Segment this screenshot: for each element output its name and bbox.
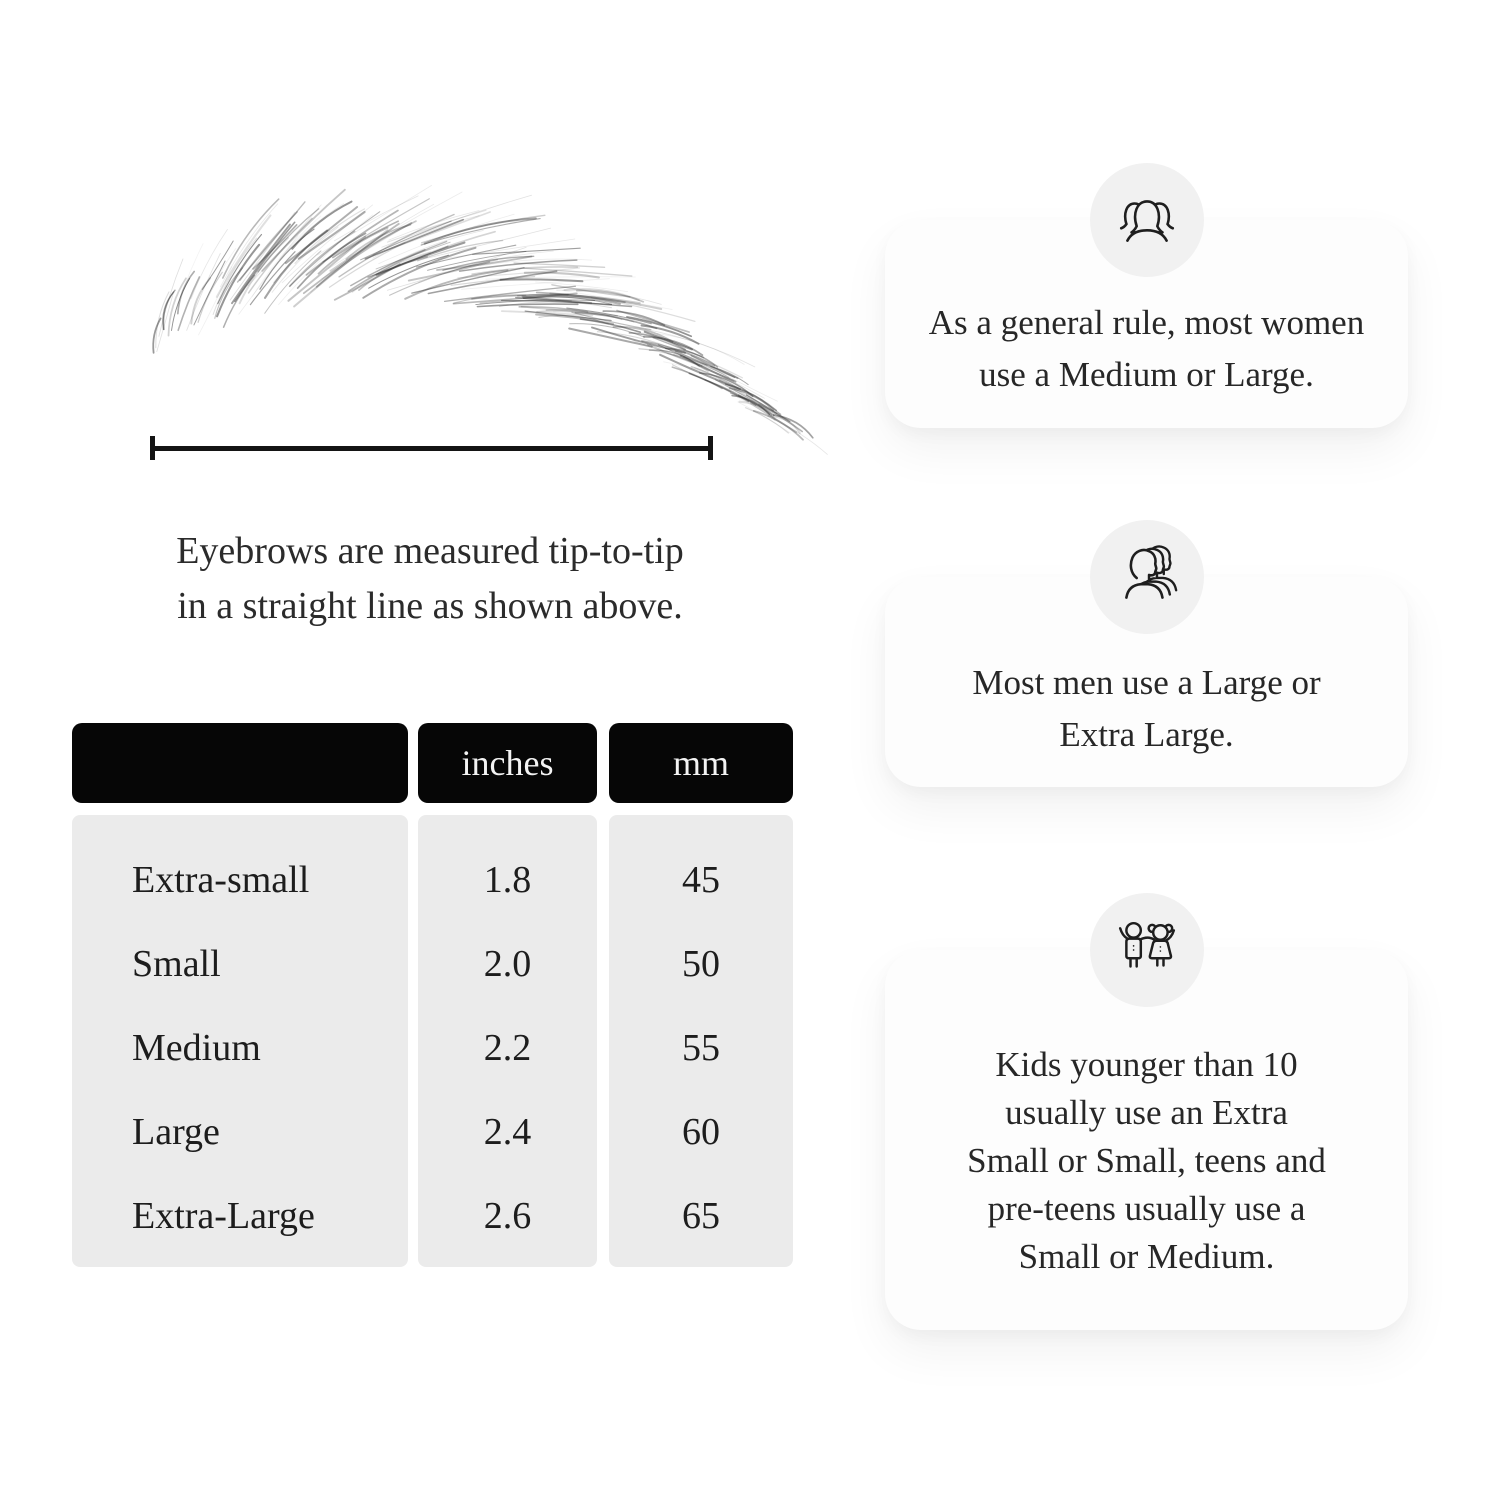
table-row-label: Extra-Large: [132, 1195, 315, 1237]
table-row-label: Small: [132, 943, 221, 985]
card-text-line: As a general rule, most women: [928, 303, 1365, 342]
kids-icon: [1090, 893, 1204, 1007]
card-kids: [885, 950, 1408, 1330]
card-text-line: Kids younger than 10: [995, 1045, 1298, 1084]
table-cell-inches: 1.8: [483, 859, 532, 901]
caption-line: in a straight line as shown above.: [177, 585, 683, 627]
table-column-mm: [609, 815, 793, 1267]
table-header-size: [72, 723, 408, 803]
table-cell-inches: 2.4: [483, 1111, 532, 1153]
measurement-right-tick: [708, 436, 713, 460]
card-men-text: [905, 657, 1388, 761]
caption-line: Eyebrows are measured tip-to-tip: [176, 530, 684, 572]
card-women-text: [905, 297, 1388, 401]
measurement-caption: [90, 524, 770, 634]
table-row-label: Extra-small: [132, 859, 310, 901]
card-text-line: pre-teens usually use a: [987, 1189, 1306, 1228]
men-group-icon: [1090, 520, 1204, 634]
card-text-line: Most men use a Large or: [972, 663, 1321, 702]
measurement-bar: [150, 446, 713, 451]
table-cell-inches: 2.0: [483, 943, 532, 985]
card-women: [885, 220, 1408, 428]
card-text-line: use a Medium or Large.: [979, 355, 1314, 394]
table-header-inches: inches: [418, 723, 597, 803]
table-header-mm: mm: [609, 723, 793, 803]
table-row-label: Large: [132, 1111, 220, 1153]
card-text-line: Small or Medium.: [1018, 1237, 1275, 1276]
women-group-icon: [1090, 163, 1204, 277]
card-kids-text: [905, 1041, 1388, 1281]
table-cell-inches: 2.6: [483, 1195, 532, 1237]
card-text-line: Small or Small, teens and: [967, 1141, 1326, 1180]
card-text-line: Extra Large.: [1059, 715, 1234, 754]
table-column-size: [72, 815, 408, 1267]
measurement-line: [150, 436, 713, 460]
table-cell-mm: 55: [682, 1027, 720, 1069]
table-cell-mm: 60: [682, 1111, 720, 1153]
table-cell-mm: 45: [682, 859, 720, 901]
table-column-inches: [418, 815, 597, 1267]
table-cell-mm: 50: [682, 943, 720, 985]
table-row-label: Medium: [132, 1027, 261, 1069]
table-cell-mm: 65: [682, 1195, 720, 1237]
table-cell-inches: 2.2: [483, 1027, 532, 1069]
card-text-line: usually use an Extra: [1005, 1093, 1288, 1132]
card-men: [885, 577, 1408, 787]
